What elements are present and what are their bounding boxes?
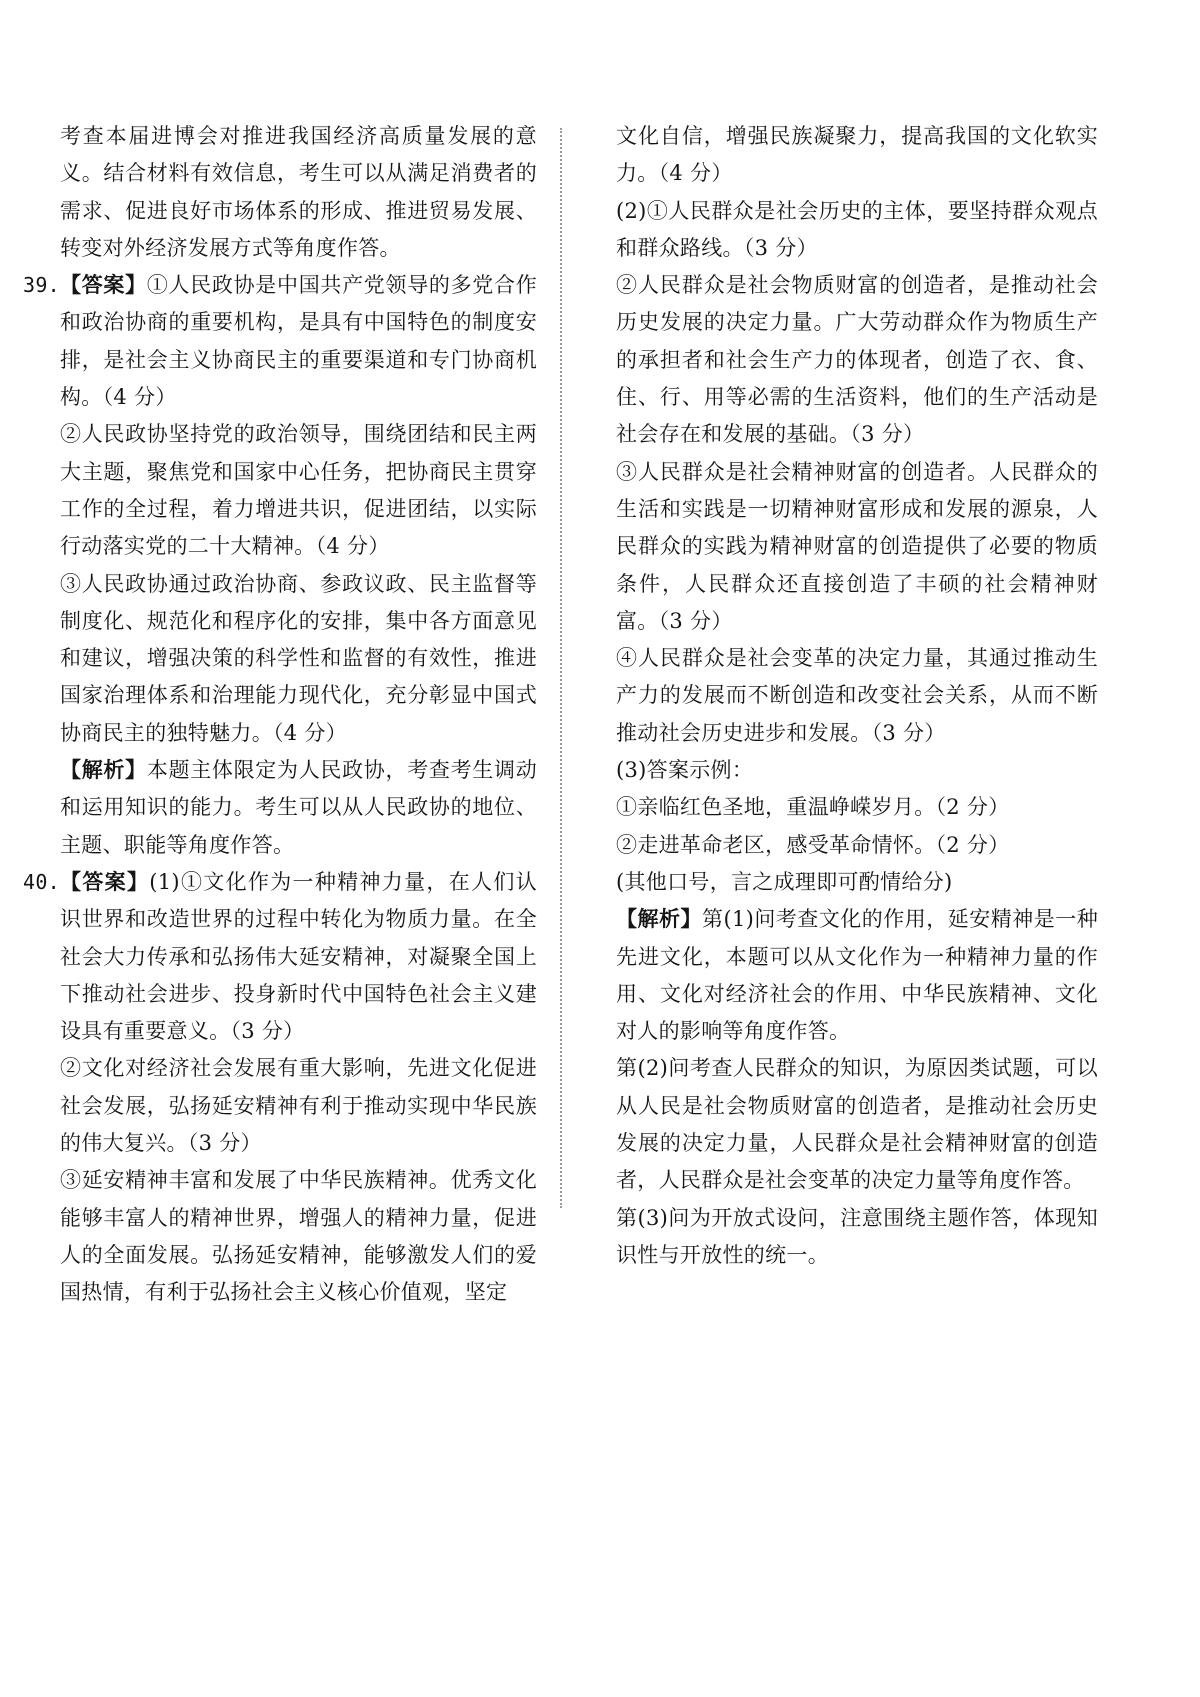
q40-part3-example-1: ①亲临红色圣地，重温峥嵘岁月。（2 分） [616, 795, 1010, 820]
q40-part3-heading: (3)答案示例： [616, 758, 754, 783]
column-divider [560, 128, 562, 1208]
q40-point-3-continuation: 文化自信，增强民族凝聚力，提高我国的文化软实力。（4 分） [616, 124, 1098, 186]
q40-analysis-1: 【解析】第(1)问考查文化的作用，延安精神是一种先进文化，本题可以从文化作为一种精神力量的作用、文化对经济社会的作用、中华民族精神、文化对人的影响等角度作答。 [616, 907, 1099, 1044]
q40-part2-point-2: ②人民群众是社会物质财富的创造者，是推动社会历史发展的决定力量。广大劳动群众作为物质生产的承担者和社会生产力的体现者，创造了衣、食、住、行、用等必需的生活资料，他们的生产活动是社会存在和发展的基础。（3 分） [616, 273, 1098, 447]
analysis-tag: 【解析】 [60, 758, 147, 783]
q39-answer-point-1: 【答案】①人民政协是中国共产党领导的多党合作和政治协商的重要机构，是具有中国特色的制度安排，是社会主义协商民主的重要渠道和专门协商机构。（4 分） [60, 273, 538, 410]
q40-analysis-3: 第(3)问为开放式设问，注意围绕主题作答，体现知识性与开放性的统一。 [616, 1205, 1098, 1267]
right-column [616, 118, 1098, 1274]
question-number: 40. [23, 869, 61, 894]
q40-part2-point-3: ③人民群众是社会精神财富的创造者。人民群众的生活和实践是一切精神财富形成和发展的源泉，人民群众的实践为精神财富的创造提供了必要的物质条件，人民群众还直接创造了丰硕的社会精神财富。（3 分） [616, 459, 1098, 633]
q40-answer-point-2: ②文化对经济社会发展有重大影响，先进文化促进社会发展，弘扬延安精神有利于推动实现中华民族的伟大复兴。（3 分） [60, 1056, 537, 1156]
analysis-tag: 【解析】 [616, 907, 702, 932]
q40-answer-point-1: 【答案】(1)①文化作为一种精神力量，在人们认识世界和改造世界的过程中转化为物质力量。在全社会大力传承和弘扬伟大延安精神，对凝聚全国上下推动社会进步、投身新时代中国特色社会主义建设具有重要意义。（3 分） [60, 869, 538, 1044]
question-number: 39. [23, 273, 61, 298]
q40-part2-point-4: ④人民群众是社会变革的决定力量，其通过推动生产力的发展而不断创造和改变社会关系，从而不断推动社会历史进步和发展。（3 分） [616, 646, 1098, 745]
q40-part3-note: (其他口号，言之成理即可酌情给分) [616, 869, 953, 894]
answer-tag: 【答案】 [60, 273, 147, 298]
q40-part3-example-2: ②走进革命老区，感受革命情怀。（2 分） [616, 832, 1010, 857]
question-40 [23, 864, 538, 1312]
q40-answer-point-3: ③延安精神丰富和发展了中华民族精神。优秀文化能够丰富人的精神世界，增强人的精神力量，促进人的全面发展。弘扬延安精神，能够激发人们的爱国热情，有利于弘扬社会主义核心价值观，坚定 [60, 1168, 537, 1305]
left-column [23, 118, 538, 1312]
question-39 [23, 267, 538, 864]
q39-answer-point-2: ②人民政协坚持党的政治领导，围绕团结和民主两大主题，聚焦党和国家中心任务，把协商民主贯穿工作的全过程，着力增进共识，促进团结，以实际行动落实党的二十大精神。（4 分） [60, 422, 537, 559]
q39-answer-point-3: ③人民政协通过政治协商、参政议政、民主监督等制度化、规范化和程序化的安排，集中各方面意见和建议，增强决策的科学性和监督的有效性，推进国家治理体系和治理能力现代化，充分彰显中国式协商民主的独特魅力。（4 分） [60, 571, 537, 745]
q40-part2-point-1: (2)①人民群众是社会历史的主体，要坚持群众观点和群众路线。（3 分） [616, 198, 1098, 260]
q38-analysis-continuation: 考查本届进博会对推进我国经济高质量发展的意义。结合材料有效信息，考生可以从满足消费者的需求、促进良好市场体系的形成、推进贸易发展、转变对外经济发展方式等角度作答。 [60, 124, 537, 260]
q40-analysis-2: 第(2)问考查人民群众的知识，为原因类试题，可以从人民是社会物质财富的创造者，是推动社会历史发展的决定力量，人民群众是社会精神财富的创造者，人民群众是社会变革的决定力量等角度作答。 [616, 1056, 1098, 1193]
answer-tag: 【答案】 [60, 869, 150, 894]
q39-analysis: 【解析】本题主体限定为人民政协，考查考生调动和运用知识的能力。考生可以从人民政协的地位、主题、职能等角度作答。 [60, 758, 538, 857]
